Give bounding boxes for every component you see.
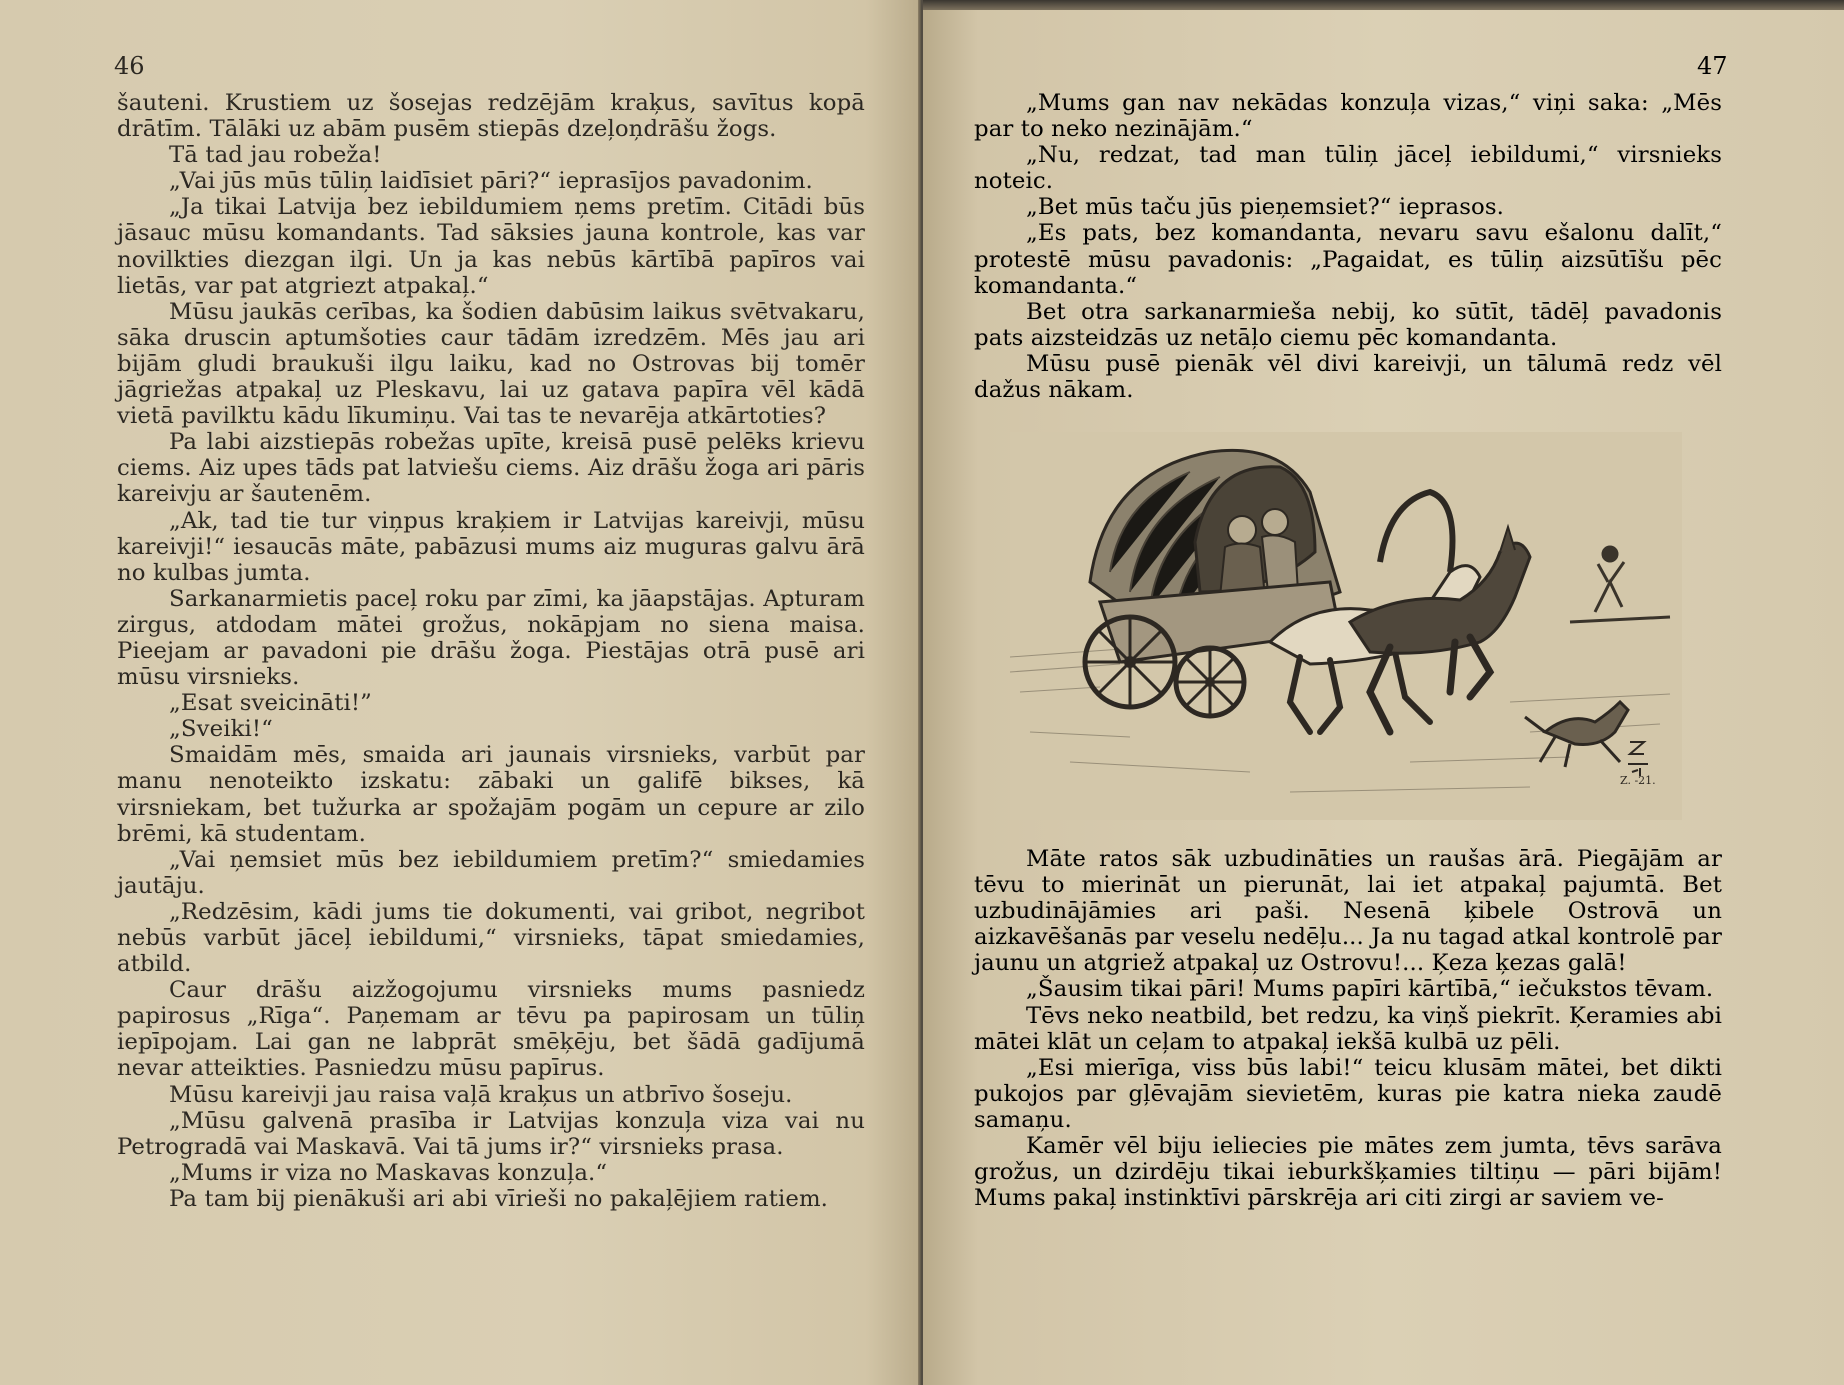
paragraph: „Redzēsim, kādi jums tie dokumenti, vai gribot, negribot nebūs varbūt jāceļ iebildumi,“ virsnieks, tāpat smiedamies, atbild. [117,898,865,978]
paragraph: „Ak, tad tie tur viņpus kraķiem ir Latvijas kareivji, mūsu kareivji!“ iesaucās māte, pabāzusi mums aiz muguras galvu ārā no kulbas jumta. [117,507,865,586]
right-page-text-top [974,90,1722,403]
paragraph: „Nu, redzat, tad man tūliņ jāceļ iebildumi,“ virsnieks noteic. [974,142,1722,195]
paragraph: Mūsu kareivji jau raisa vaļā kraķus un atbrīvo šoseju. [169,1081,793,1108]
paragraph: „Esat sveicināti!” [169,690,372,717]
paragraph: Pa tam bij pienākuši ari abi vīrieši no pakaļējiem ratiem. [169,1185,829,1212]
paragraph: Bet otra sarkanarmieša nebij, ko sūtīt, tādēļ pavadonis pats aizsteidzās uz netāļo ciemu pēc komandanta. [974,298,1722,351]
paragraph: „Mūsu galvenā prasība ir Latvijas konzuļa viza vai nu Petrogradā vai Maskavā. Vai tā jums ir?“ virsnieks prasa. [117,1107,865,1160]
paragraph: Mūsu jaukās cerības, ka šodien dabūsim laikus svētvakaru, sāka druscin aptumšoties caur tādām izredzēm. Mēs jau ari bijām gludi braukuši ilgu laiku, kad no Ostrovas bij tomēr jāgriežas atpakaļ uz Pleskavu, lai uz gatava papīra vēl kādā vietā pavilktu kādu līkumiņu. Vai tas te nevarēja atkārtoties? [117,298,865,430]
paragraph: „Vai jūs mūs tūliņ laidīsiet pāri?“ ieprasījos pavadonim. [169,168,813,195]
left-page-text [117,90,865,1212]
paragraph: Pa labi aizstiepās robežas upīte, kreisā pusē pelēks krievu ciems. Aiz upes tāds pat latviešu ciems. Aiz drāšu žoga ari pāris kareivju ar šautenēm. [117,429,865,508]
paragraph: „Mums gan nav nekādas konzuļa vizas,“ viņi saka: „Mēs par to neko nezinājām.“ [974,90,1722,143]
right-page-text-bottom [974,846,1722,1211]
paragraph: „Es pats, bez komandanta, nevaru savu ešalonu dalīt,“ protestē mūsu pavadonis: „Pagaidat, es tūliņ aizsūtīšu pēc komandanta.“ [974,220,1722,299]
paragraph: šauteni. Krustiem uz šosejas redzējām kraķus, savītus kopā drātīm. Tālāki uz abām pusēm stiepās dzeļoņdrāšu žogs. [117,90,865,143]
paragraph: Māte ratos sāk uzbudināties un raušas ārā. Piegājām ar tēvu to mierināt un pierunāt, lai iet atpakaļ pajumtā. Bet uzbudinājāmies ari paši. Nesenā ķibele Ostrovā un aizkavēšanās par veselu nedēļu... Ja nu tagad atkal kontrolē par jaunu un atgriež atpakaļ uz Ostrovu!... Ķeza ķezas galā! [974,846,1722,977]
paragraph: Tēvs neko neatbild, bet redzu, ka viņš piekrīt. Ķeramies abi mātei klāt un ceļam to atpakaļ iekšā kulbā uz pēli. [974,1002,1722,1055]
page-top-shadow [923,0,1844,10]
paragraph: „Bet mūs taču jūs pieņemsiet?“ ieprasos. [1026,194,1505,221]
paragraph: Mūsu pusē pienāk vēl divi kareivji, un tālumā redz vēl dažus nākam. [974,350,1722,404]
paragraph: Sarkanarmietis paceļ roku par zīmi, ka jāapstājas. Apturam zirgus, atdodam mātei grožus, nokāpjam no siena maisa. Pieejam ar pavadoni pie drāšu žoga. Piestājas otrā pusē ari mūsu virsnieks. [117,585,865,691]
page-number-left: 46 [114,52,145,80]
paragraph: Kamēr vēl biju ieliecies pie mātes zem jumta, tēvs sarāva grožus, un dzirdēju tikai ieburkšķamies tiltiņu — pāri bijām! Mums pakaļ instinktīvi pārskrēja ari citi zirgi ar saviem ve- [974,1133,1722,1212]
left-page [0,0,921,1385]
paragraph: „Vai ņemsiet mūs bez iebildumiem pretīm?“ smiedamies jautāju. [117,846,865,899]
paragraph: „Esi mierīga, viss būs labi!“ teicu klusām mātei, bet dikti pukojos par gļēvajām sievietēm, kuras pie katra nieka zaudē samaņu. [974,1054,1722,1133]
paragraph: Smaidām mēs, smaida ari jaunais virsnieks, varbūt par manu nenoteikto izskatu: zābaki un galifē bikses, kā virsniekam, bet tužurka ar spožajām pogām un cepure ar zilo brēmi, kā studentam. [117,742,865,847]
paragraph: „Sveiki!“ [169,716,273,743]
illustration-signature: Z. -21. [1620,774,1656,787]
wagon-illustration [1010,432,1682,820]
paragraph: „Ja tikai Latvija bez iebildumiem ņems pretīm. Citādi būs jāsauc mūsu komandants. Tad sāksies jauna kontrole, kas var novilkties diezgan ilgi. Un ja kas nebūs kārtībā papīros vai lietās, var pat atgriezt atpakaļ.“ [117,194,865,299]
paragraph: Tā tad jau robeža! [169,142,382,169]
page-number-right: 47 [1697,52,1728,80]
paragraph: „Mums ir viza no Maskavas konzuļa.“ [169,1159,608,1186]
paragraph: „Šausim tikai pāri! Mums papīri kārtībā,“ iečukstos tēvam. [1026,976,1714,1003]
paragraph: Caur drāšu aizžogojumu virsnieks mums pasniedz papirosus „Rīga“. Paņemam ar tēvu pa papirosam un tūliņ iepīpojam. Lai gan ne labprāt smēķēju, bet šādā gadījumā nevar atteikties. Pasniedzu mūsu papīrus. [117,977,865,1082]
